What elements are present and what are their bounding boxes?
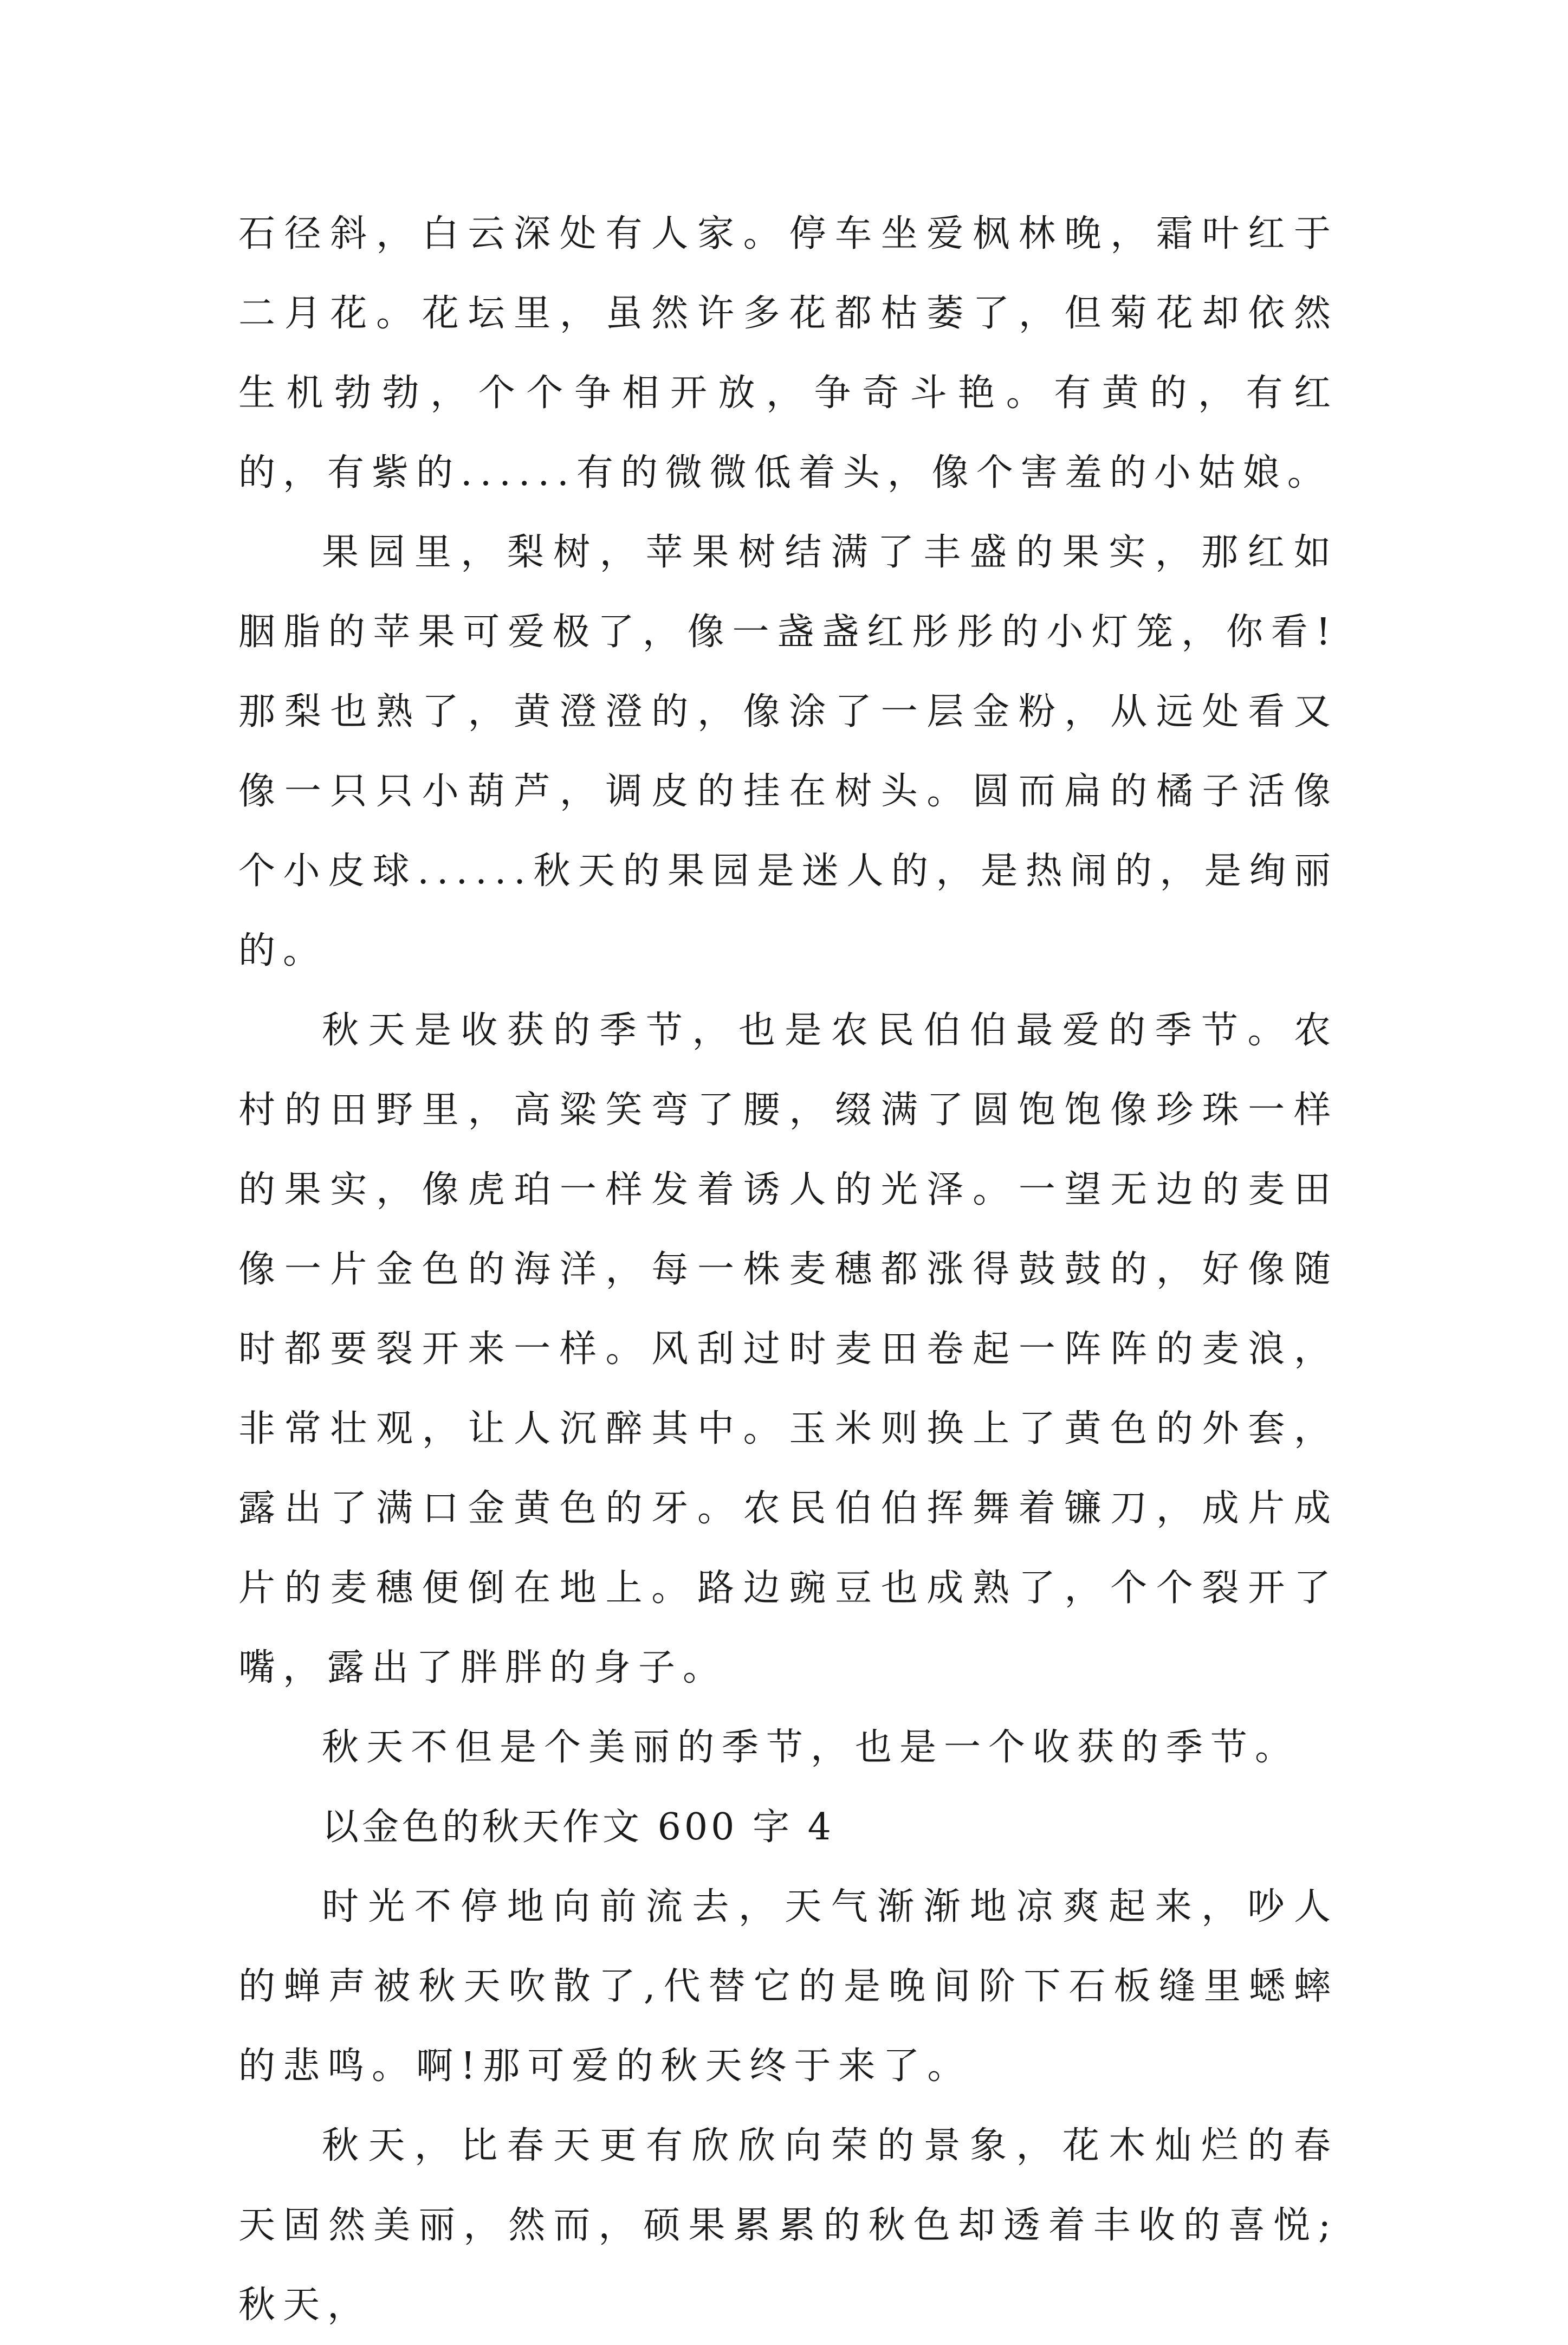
paragraph-harvest: 秋天是收获的季节，也是农民伯伯最爱的季节。农村的田野里，高粱笑弯了腰，缀满了圆饱饱像珍珠一样的果实，像虎珀一样发着诱人的光泽。一望无边的麦田像一片金色的海洋，每一株麦穗都涨得鼓鼓的，好像随时都要裂开来一样。风刮过时麦田卷起一阵阵的麦浪，非常壮观，让人沉醉其中。玉米则换上了黄色的外套，露出了满口金黄色的牙。农民伯伯挥舞着镰刀，成片成片的麦穗便倒在地上。路边豌豆也成熟了，个个裂开了嘴，露出了胖胖的身子。 xyxy=(238,1009,1338,1689)
essay-heading: 以金色的秋天作文 600 字 4 xyxy=(322,1806,834,1849)
paragraph-autumn-vs-spring: 秋天，比春天更有欣欣向荣的景象，花木灿烂的春天固然美丽，然而，硕果累累的秋色却透着丰收的喜悦;秋天， xyxy=(238,2124,1338,2327)
paragraph-autumn-arrives: 时光不停地向前流去，天气渐渐地凉爽起来，吵人的蝉声被秋天吹散了,代替它的是晚间阶下石板缝里蟋蟀的悲鸣。啊!那可爱的秋天终于来了。 xyxy=(238,1885,1338,2088)
paragraph-chrysanthemum: 石径斜，白云深处有人家。停车坐爱枫林晚，霜叶红于二月花。花坛里，虽然许多花都枯萎了，但菊花却依然生机勃勃，个个争相开放，争奇斗艳。有黄的，有红的，有紫的......有的微微低着头，像个害羞的小姑娘。 xyxy=(238,212,1338,494)
paragraph-orchard: 果园里，梨树，苹果树结满了丰盛的果实，那红如胭脂的苹果可爱极了，像一盏盏红彤彤的小灯笼，你看!那梨也熟了，黄澄澄的，像涂了一层金粉，从远处看又像一只只小葫芦，调皮的挂在树头。圆而扁的橘子活像个小皮球......秋天的果园是迷人的，是热闹的，是绚丽的。 xyxy=(238,531,1338,972)
paragraph-conclusion: 秋天不但是个美丽的季节，也是一个收获的季节。 xyxy=(322,1726,1300,1769)
essay-body xyxy=(238,194,1338,2345)
